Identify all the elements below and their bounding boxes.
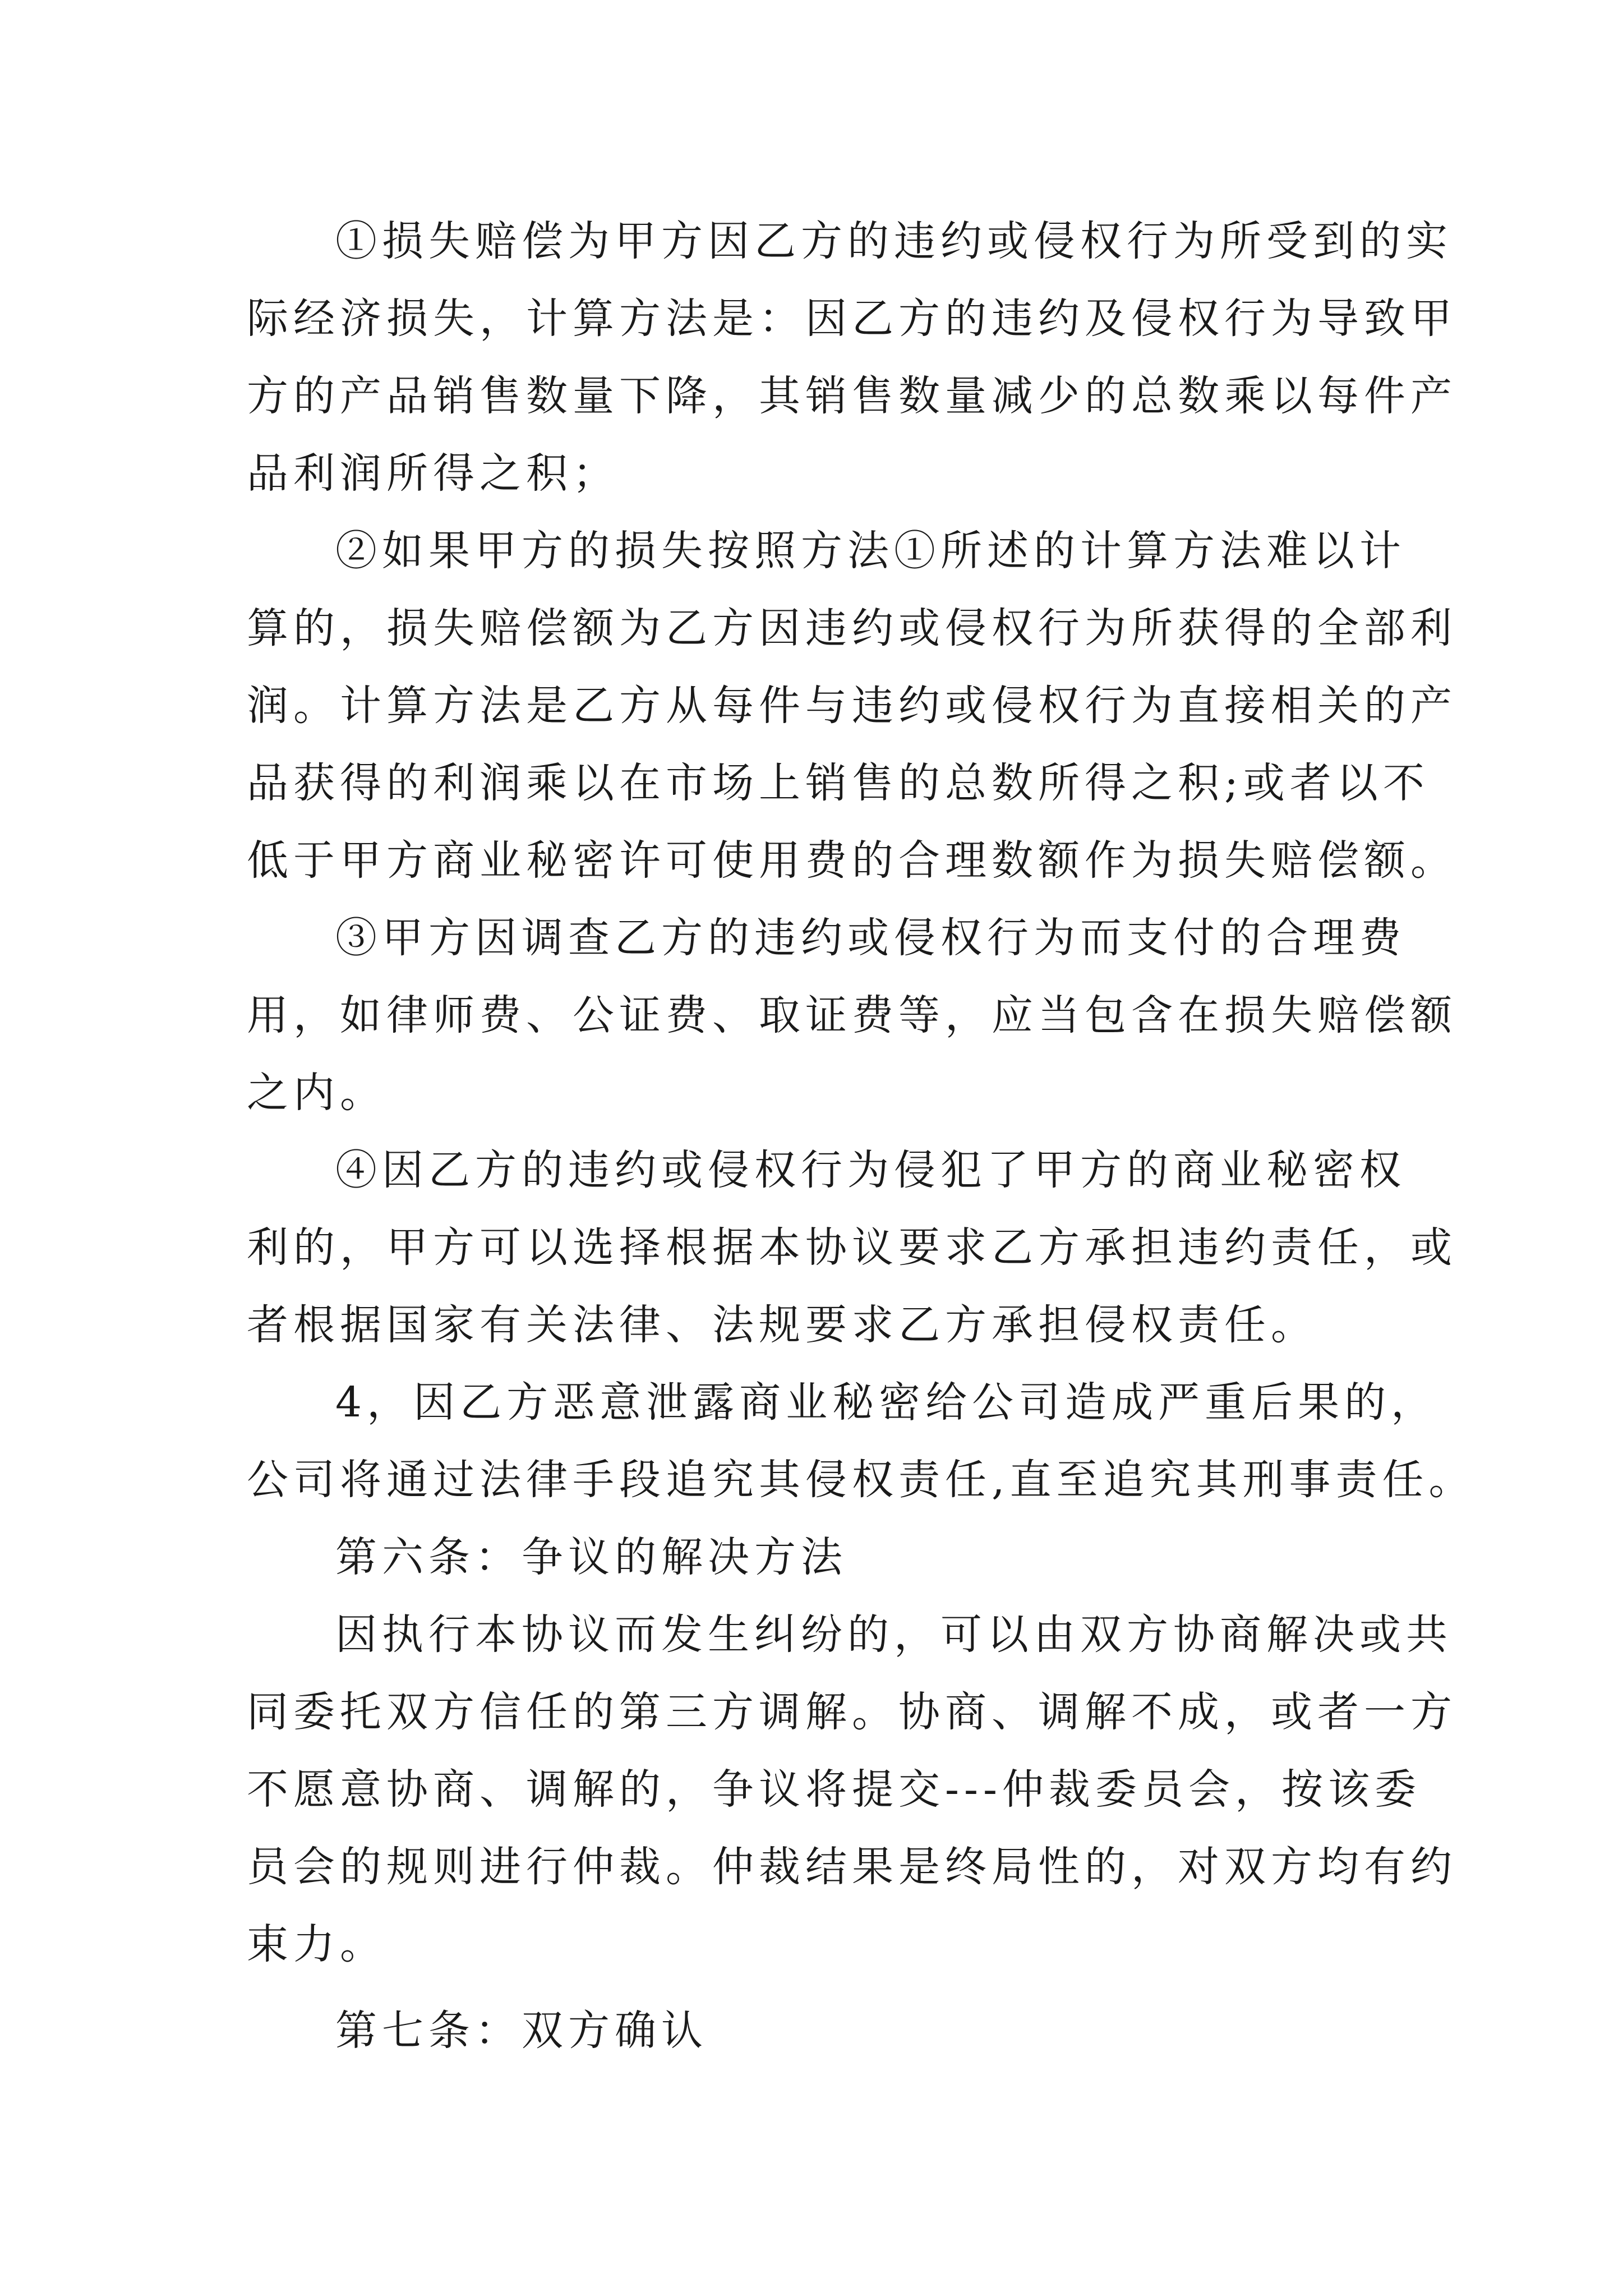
text-line: ①损失赔偿为甲方因乙方的违约或侵权行为所受到的实 bbox=[335, 217, 1453, 265]
text-line: ④因乙方的违约或侵权行为侵犯了甲方的商业秘密权 bbox=[335, 1146, 1406, 1194]
text-line: 际经济损失，计算方法是：因乙方的违约及侵权行为导致甲 bbox=[247, 295, 1457, 343]
text-line: 润。计算方法是乙方从每件与违约或侵权行为直接相关的产 bbox=[247, 682, 1457, 730]
text-line: ③甲方因调查乙方的违约或侵权行为而支付的合理费 bbox=[335, 914, 1406, 962]
text-line: 同委托双方信任的第三方调解。协商、调解不成，或者一方 bbox=[247, 1688, 1457, 1736]
text-line: 公司将通过法律手段追究其侵权责任,直至追究其刑事责任。 bbox=[247, 1456, 1476, 1504]
section-heading: 第六条：争议的解决方法 bbox=[335, 1533, 847, 1581]
text-line: 4，因乙方恶意泄露商业秘密给公司造成严重后果的， bbox=[335, 1378, 1438, 1427]
text-line: ②如果甲方的损失按照方法①所述的计算方法难以计 bbox=[335, 527, 1406, 575]
text-line: 之内。 bbox=[247, 1069, 386, 1117]
text-line: 低于甲方商业秘密许可使用费的合理数额作为损失赔偿额。 bbox=[247, 836, 1457, 885]
text-line: 员会的规则进行仲裁。仲裁结果是终局性的，对双方均有约 bbox=[247, 1843, 1457, 1891]
text-line: 方的产品销售数量下降，其销售数量减少的总数乘以每件产 bbox=[247, 372, 1457, 420]
text-line: 品利润所得之积； bbox=[247, 449, 619, 498]
text-line: 品获得的利润乘以在市场上销售的总数所得之积;或者以不 bbox=[247, 759, 1430, 807]
section-heading: 第七条：双方确认 bbox=[335, 2007, 708, 2055]
text-line: 者根据国家有关法律、法规要求乙方承担侵权责任。 bbox=[247, 1301, 1317, 1349]
text-line: 利的，甲方可以选择根据本协议要求乙方承担违约责任，或 bbox=[247, 1223, 1457, 1272]
text-line: 束力。 bbox=[247, 1920, 386, 1968]
text-line: 算的，损失赔偿额为乙方因违约或侵权行为所获得的全部利 bbox=[247, 604, 1457, 652]
text-line: 不愿意协商、调解的，争议将提交---仲裁委员会，按该委 bbox=[247, 1765, 1422, 1814]
text-line: 用，如律师费、公证费、取证费等，应当包含在损失赔偿额 bbox=[247, 991, 1457, 1039]
text-line: 因执行本协议而发生纠纷的，可以由双方协商解决或共 bbox=[335, 1611, 1453, 1659]
